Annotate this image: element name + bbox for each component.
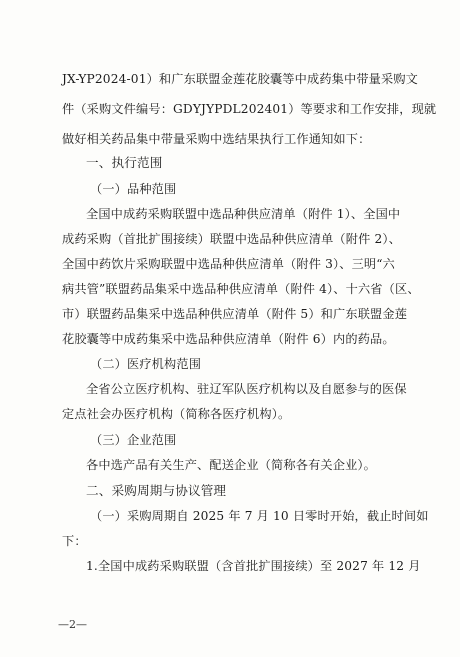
subsection-heading: （一）品种范围	[90, 182, 177, 196]
body-line: 各中选产品有关生产、配送企业（简称各有关企业）。	[86, 458, 376, 472]
body-line: 全国中药饮片采购联盟中选品种供应清单（附件 3）、三明“六	[62, 257, 395, 271]
body-line: （一）采购周期自 2025 年 7 月 10 日零时开始，截止时间如	[90, 509, 429, 523]
body-line: 市）联盟药品集采中选品种供应清单（附件 5）和广东联盟金莲	[62, 307, 408, 321]
body-line: 成药采购（首批扩围接续）联盟中选品种供应清单（附件 2）、	[62, 232, 401, 246]
body-line: 病共管”联盟药品集采中选品种供应清单（附件 4）、十六省（区、	[62, 282, 420, 296]
subsection-heading: （三）企业范围	[90, 433, 177, 447]
body-line: 下：	[62, 534, 87, 548]
body-line: 件（采购文件编号：GDYJYPDL202401）等要求和工作安排，现就	[62, 102, 437, 116]
section-heading: 二、采购周期与协议管理	[86, 483, 227, 498]
body-line: 做好相关药品集中带量采购中选结果执行工作通知如下：	[62, 132, 371, 146]
section-heading: 一、执行范围	[86, 155, 163, 170]
body-line: 1.全国中成药采购联盟（含首批扩围接续）至 2027 年 12 月	[86, 559, 421, 573]
body-line: 定点社会办医疗机构（简称各医疗机构）。	[62, 407, 291, 421]
body-line: JX-YP2024-01）和广东联盟金莲花胶囊等中成药集中带量采购文	[62, 72, 419, 86]
subsection-heading: （二）医疗机构范围	[90, 357, 202, 371]
body-line: 花胶囊等中成药集采中选品种供应清单（附件 6）内的药品。	[62, 332, 395, 346]
body-line: 全省公立医疗机构、驻辽军队医疗机构以及自愿参与的医保	[86, 382, 407, 396]
page-number: —2—	[58, 618, 87, 631]
body-line: 全国中成药采购联盟中选品种供应清单（附件 1）、全国中	[86, 207, 401, 221]
